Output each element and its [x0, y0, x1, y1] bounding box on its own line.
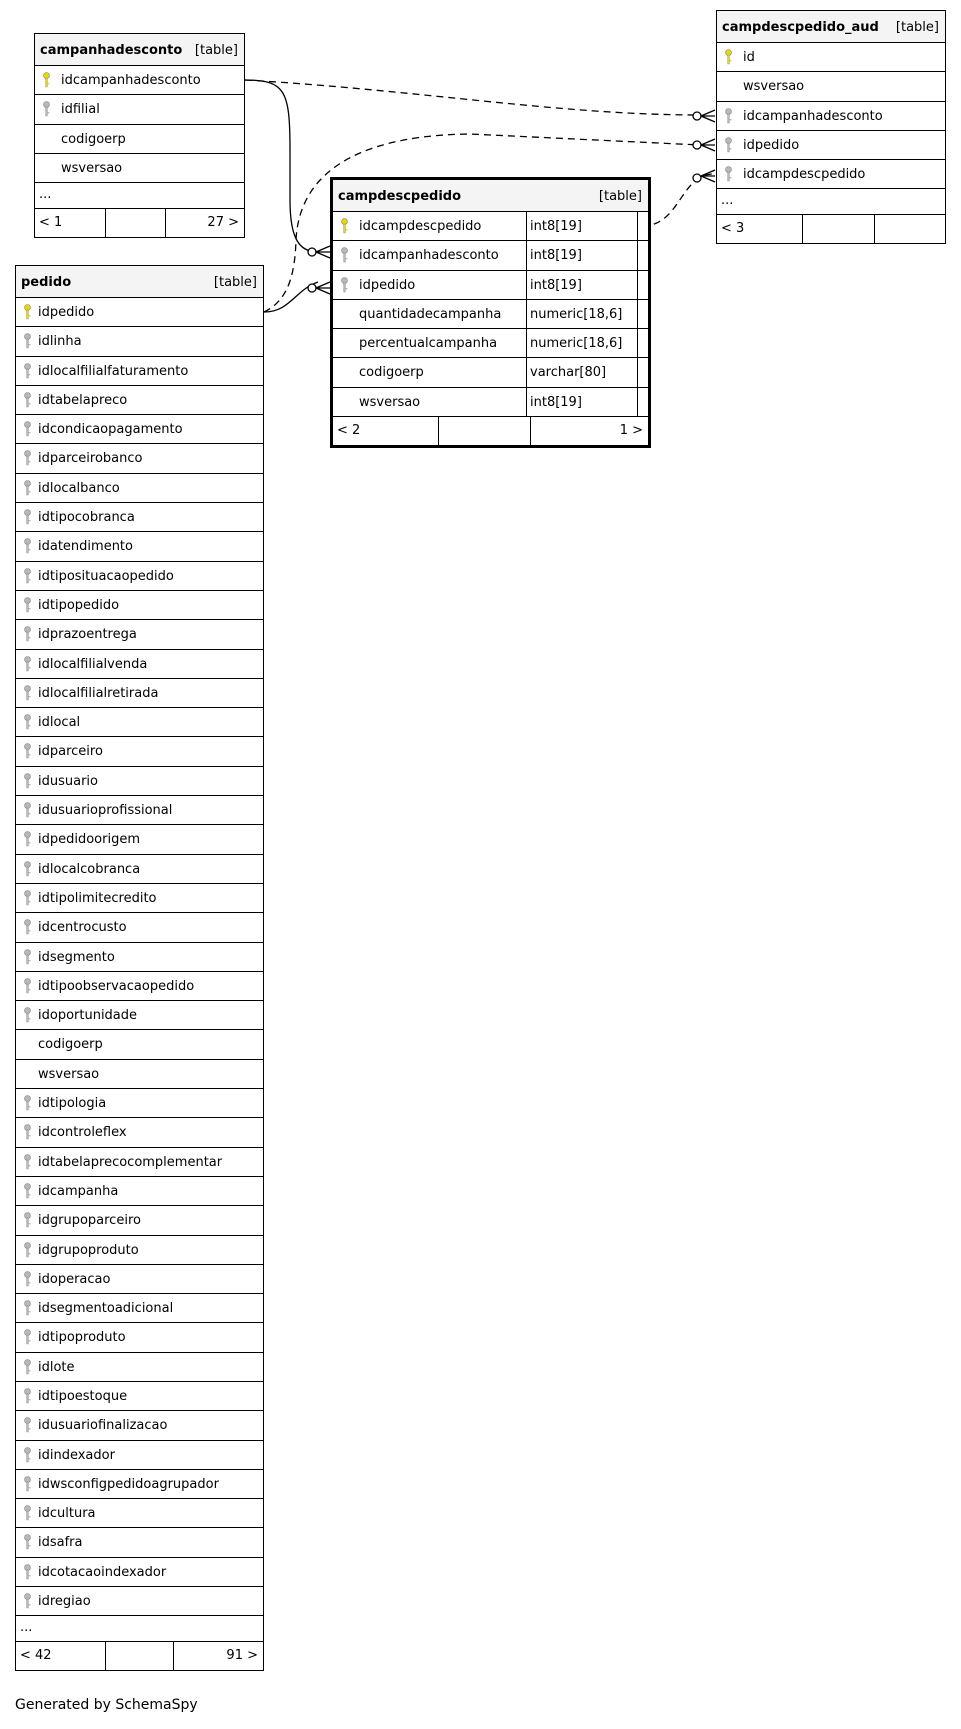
column-row[interactable] — [35, 95, 244, 124]
column-name: idcontroleflex — [38, 1125, 127, 1141]
foreign-key-icon — [724, 108, 733, 124]
primary-key-icon — [42, 72, 51, 88]
column-name: idtipologia — [38, 1096, 107, 1112]
link-campanhadesconto-aud — [245, 80, 700, 115]
foreign-key-icon — [23, 773, 32, 789]
column-row[interactable] — [16, 1587, 263, 1616]
column-name: idatendimento — [38, 539, 133, 555]
foreign-key-icon — [23, 949, 32, 965]
column-row[interactable] — [16, 884, 263, 913]
parents-count[interactable]: < 42 — [20, 1648, 52, 1664]
column-name: idcampdescpedido — [743, 167, 866, 183]
foreign-key-icon — [23, 1154, 32, 1170]
column-row[interactable] — [16, 679, 263, 708]
children-count[interactable]: 1 > — [619, 423, 643, 439]
table-name[interactable]: campdescpedido — [338, 189, 462, 204]
foreign-key-icon — [23, 538, 32, 554]
column-name: idtipocobranca — [38, 510, 135, 526]
column-row[interactable] — [16, 1030, 263, 1059]
table-type-tag: [table] — [213, 275, 257, 290]
optional-marker — [693, 112, 701, 120]
column-name: idpedido — [359, 277, 416, 293]
column-name: idsegmentoadicional — [38, 1301, 174, 1317]
column-name: idparceiro — [38, 744, 103, 760]
foreign-key-icon — [340, 277, 349, 293]
column-name: idindexador — [38, 1447, 115, 1463]
column-row[interactable] — [16, 1528, 263, 1557]
column-row[interactable] — [16, 1470, 263, 1499]
foreign-key-icon — [724, 166, 733, 182]
column-name: idsafra — [38, 1535, 83, 1551]
foreign-key-icon — [23, 421, 32, 437]
foreign-key-icon — [23, 1300, 32, 1316]
foreign-key-icon — [23, 1329, 32, 1345]
column-name: wsversao — [38, 1066, 100, 1082]
foreign-key-icon — [23, 392, 32, 408]
column-name: idtiposituacaopedido — [38, 568, 174, 584]
column-row[interactable] — [16, 386, 263, 415]
column-row[interactable] — [333, 329, 648, 358]
column-row[interactable] — [717, 43, 945, 72]
column-name: idgrupoproduto — [38, 1242, 139, 1258]
foreign-key-icon — [23, 1447, 32, 1463]
column-name: idprazoentrega — [38, 627, 137, 643]
column-row[interactable] — [16, 1001, 263, 1030]
column-row[interactable] — [717, 102, 945, 131]
column-name: idusuarioprofissional — [38, 803, 173, 819]
column-row[interactable] — [16, 415, 263, 444]
column-name: idusuario — [38, 773, 98, 789]
table-header — [16, 266, 263, 298]
column-name: codigoerp — [359, 365, 424, 381]
column-row[interactable] — [16, 1206, 263, 1235]
column-row[interactable] — [16, 444, 263, 473]
crow-foot-marker — [701, 139, 715, 151]
foreign-key-icon — [23, 656, 32, 672]
column-name: idlocalfilialvenda — [38, 656, 148, 672]
column-name: idregiao — [38, 1594, 91, 1610]
table-pedido — [15, 265, 264, 1671]
column-row[interactable] — [16, 650, 263, 679]
column-name: idtipoobservacaopedido — [38, 978, 195, 994]
column-row[interactable] — [16, 532, 263, 561]
column-name: idfilial — [61, 102, 100, 118]
foreign-key-icon — [23, 1095, 32, 1111]
column-name: idwsconfigpedidoagrupador — [38, 1476, 219, 1492]
table-name[interactable]: campdescpedido_aud — [722, 20, 879, 35]
table-campanhadesconto — [34, 33, 245, 238]
column-row[interactable] — [16, 796, 263, 825]
table-name[interactable]: campanhadesconto — [40, 43, 183, 58]
link-campdescpedido-aud — [642, 174, 712, 226]
column-name: codigoerp — [61, 131, 126, 147]
column-name: codigoerp — [38, 1037, 103, 1053]
optional-marker — [693, 174, 701, 182]
column-name: idcampanha — [38, 1183, 119, 1199]
column-name: idcultura — [38, 1506, 96, 1522]
column-name: idtabelapreco — [38, 392, 128, 408]
table-name[interactable]: pedido — [21, 275, 72, 290]
foreign-key-icon — [23, 890, 32, 906]
foreign-key-icon — [23, 1124, 32, 1140]
column-name: idlocal — [38, 715, 81, 731]
column-name: idlocalcobranca — [38, 861, 141, 877]
column-name: wsversao — [61, 160, 123, 176]
column-row[interactable] — [16, 1236, 263, 1265]
column-row[interactable] — [16, 1353, 263, 1382]
optional-marker — [308, 248, 316, 256]
table-footer — [333, 417, 648, 445]
column-row[interactable] — [35, 66, 244, 95]
column-type: int8[19] — [526, 212, 638, 240]
column-name: idlocalfilialretirada — [38, 685, 159, 701]
foreign-key-icon — [23, 1417, 32, 1433]
foreign-key-icon — [23, 509, 32, 525]
column-row[interactable] — [333, 212, 648, 241]
column-name: idsegmento — [38, 949, 115, 965]
children-count[interactable]: 91 > — [226, 1648, 258, 1664]
foreign-key-icon — [23, 1212, 32, 1228]
column-row[interactable] — [16, 1382, 263, 1411]
column-name: idcampdescpedido — [359, 219, 482, 234]
column-row[interactable] — [16, 708, 263, 737]
column-row[interactable] — [333, 388, 648, 417]
link-campanhadesconto-campdescpedido — [245, 80, 318, 252]
more-columns: ... — [16, 1616, 263, 1642]
column-row[interactable] — [16, 1148, 263, 1177]
foreign-key-icon — [23, 626, 32, 642]
foreign-key-icon — [23, 1183, 32, 1199]
foreign-key-icon — [23, 1388, 32, 1404]
column-row[interactable] — [16, 1177, 263, 1206]
column-row[interactable] — [16, 1089, 263, 1118]
column-row[interactable] — [717, 131, 945, 160]
column-name: idcotacaoindexador — [38, 1564, 167, 1580]
column-name: quantidadecampanha — [359, 306, 502, 322]
column-type: numeric[18,6] — [526, 329, 638, 357]
foreign-key-icon — [23, 568, 32, 584]
column-row[interactable] — [717, 72, 945, 101]
column-row[interactable] — [35, 125, 244, 154]
column-name: idlocalbanco — [38, 480, 120, 496]
column-row[interactable] — [16, 767, 263, 796]
column-row[interactable] — [16, 1294, 263, 1323]
foreign-key-icon — [23, 480, 32, 496]
table-type-tag: [table] — [895, 20, 939, 35]
column-name: idtipopedido — [38, 597, 120, 613]
foreign-key-icon — [23, 363, 32, 379]
more-columns: ... — [35, 183, 244, 209]
column-row[interactable] — [16, 943, 263, 972]
column-name: idlinha — [38, 334, 82, 350]
column-row[interactable] — [717, 160, 945, 189]
table-header — [35, 34, 244, 66]
column-row[interactable] — [333, 241, 648, 270]
optional-marker — [308, 284, 316, 292]
crow-foot-marker — [316, 246, 330, 258]
column-row[interactable] — [16, 972, 263, 1001]
foreign-key-icon — [23, 802, 32, 818]
column-row[interactable] — [16, 1118, 263, 1147]
column-name: idgrupoparceiro — [38, 1213, 141, 1229]
parents-count[interactable]: < 1 — [39, 215, 63, 231]
column-name: idtipolimitecredito — [38, 890, 157, 906]
crow-foot-marker — [701, 170, 715, 182]
foreign-key-icon — [724, 137, 733, 153]
column-row[interactable] — [333, 271, 648, 300]
column-row[interactable] — [16, 913, 263, 942]
foreign-key-icon — [23, 1505, 32, 1521]
column-name: idoperacao — [38, 1271, 111, 1287]
foreign-key-icon — [23, 1271, 32, 1287]
column-type: int8[19] — [526, 388, 638, 416]
column-row[interactable] — [16, 1411, 263, 1440]
children-count[interactable]: 27 > — [207, 215, 239, 231]
column-name: wsversao — [743, 79, 805, 95]
foreign-key-icon — [23, 743, 32, 759]
column-type: numeric[18,6] — [526, 300, 638, 328]
column-name: idtabelaprecocomplementar — [38, 1154, 223, 1170]
foreign-key-icon — [23, 919, 32, 935]
column-type: varchar[80] — [526, 358, 638, 386]
table-campdescpedido-aud — [716, 10, 946, 244]
foreign-key-icon — [23, 1007, 32, 1023]
table-footer — [16, 1642, 263, 1670]
column-row[interactable] — [16, 591, 263, 620]
foreign-key-icon — [23, 450, 32, 466]
column-row[interactable] — [16, 1060, 263, 1089]
column-name: idlocalfilialfaturamento — [38, 363, 189, 379]
column-row[interactable] — [16, 357, 263, 386]
foreign-key-icon — [23, 1564, 32, 1580]
crow-foot-marker — [316, 282, 330, 294]
column-name: idtipoestoque — [38, 1388, 128, 1404]
primary-key-icon — [340, 218, 349, 234]
column-type: int8[19] — [526, 241, 638, 269]
table-footer — [35, 209, 244, 237]
more-columns: ... — [717, 189, 945, 215]
foreign-key-icon — [23, 1476, 32, 1492]
column-name: idparceirobanco — [38, 451, 143, 467]
generated-by-footer: Generated by SchemaSpy — [15, 1697, 198, 1713]
foreign-key-icon — [23, 685, 32, 701]
column-row[interactable] — [16, 327, 263, 356]
column-row[interactable] — [16, 825, 263, 854]
column-type: int8[19] — [526, 271, 638, 299]
table-header — [717, 11, 945, 43]
table-campdescpedido — [330, 177, 651, 448]
parents-count[interactable]: < 3 — [721, 221, 745, 237]
column-name: percentualcampanha — [359, 336, 498, 352]
table-footer — [717, 215, 945, 243]
column-row[interactable] — [16, 562, 263, 591]
parents-count[interactable]: < 2 — [337, 423, 361, 439]
column-row[interactable] — [16, 737, 263, 766]
foreign-key-icon — [23, 978, 32, 994]
table-header — [333, 180, 648, 212]
column-name: idcampanhadesconto — [743, 108, 883, 124]
column-row[interactable] — [333, 300, 648, 329]
column-name: wsversao — [359, 394, 421, 410]
column-name: idcampanhadesconto — [359, 248, 499, 264]
column-row[interactable] — [16, 298, 263, 327]
primary-key-icon — [23, 304, 32, 320]
foreign-key-icon — [23, 1242, 32, 1258]
foreign-key-icon — [23, 831, 32, 847]
column-row[interactable] — [16, 1323, 263, 1352]
column-name: idpedido — [743, 137, 800, 153]
foreign-key-icon — [23, 333, 32, 349]
column-name: idpedido — [38, 305, 95, 320]
foreign-key-icon — [23, 1593, 32, 1609]
foreign-key-icon — [23, 861, 32, 877]
foreign-key-icon — [23, 1534, 32, 1550]
column-name: idcondicaopagamento — [38, 422, 183, 438]
column-row[interactable] — [16, 503, 263, 532]
column-row[interactable] — [16, 1441, 263, 1470]
table-type-tag: [table] — [598, 189, 642, 204]
foreign-key-icon — [23, 597, 32, 613]
column-name: idpedidoorigem — [38, 832, 141, 848]
column-name: idtipoproduto — [38, 1330, 126, 1346]
column-row[interactable] — [16, 1558, 263, 1587]
column-row[interactable] — [16, 474, 263, 503]
column-name: idcentrocusto — [38, 920, 127, 936]
column-name: idusuariofinalizacao — [38, 1418, 168, 1434]
table-type-tag: [table] — [194, 43, 238, 58]
column-name: idcampanhadesconto — [61, 73, 201, 88]
column-name: idlote — [38, 1359, 75, 1375]
column-row[interactable] — [16, 1499, 263, 1528]
column-row[interactable] — [16, 1265, 263, 1294]
column-row[interactable] — [16, 855, 263, 884]
foreign-key-icon — [340, 247, 349, 263]
column-name: idoportunidade — [38, 1008, 138, 1024]
primary-key-icon — [724, 49, 733, 65]
column-row[interactable] — [16, 620, 263, 649]
optional-marker — [693, 141, 701, 149]
column-row[interactable] — [35, 154, 244, 183]
crow-foot-marker — [701, 110, 715, 122]
column-row[interactable] — [333, 358, 648, 387]
foreign-key-icon — [23, 1359, 32, 1375]
column-name: id — [743, 50, 755, 65]
foreign-key-icon — [23, 714, 32, 730]
foreign-key-icon — [42, 101, 51, 117]
